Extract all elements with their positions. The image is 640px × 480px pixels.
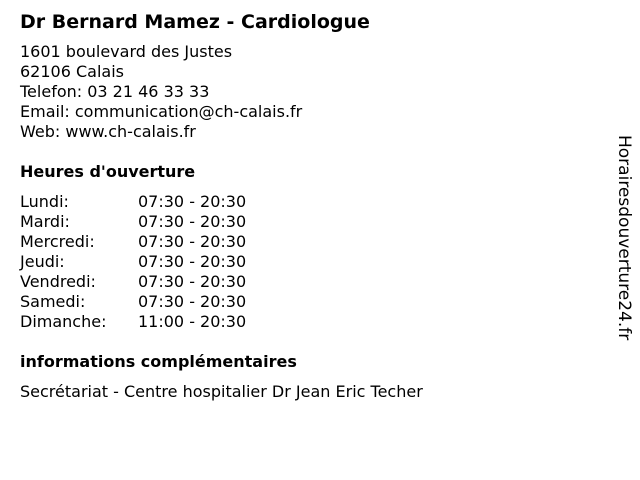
hours-row	[20, 252, 246, 272]
time-range: 07:30 - 20:30	[138, 252, 247, 271]
day-label: Vendredi:	[20, 272, 96, 291]
day-label: Lundi:	[20, 192, 69, 211]
day-label: Mardi:	[20, 212, 70, 231]
day-label: Mercredi:	[20, 232, 95, 251]
site-watermark: Horairesdouverture24.fr	[614, 135, 634, 341]
time-range: 07:30 - 20:30	[138, 192, 247, 211]
day-label: Samedi:	[20, 292, 86, 311]
hours-row	[20, 292, 246, 312]
street-address: 1601 boulevard des Justes	[20, 42, 233, 61]
business-card	[20, 10, 600, 402]
additional-info-heading: informations complémentaires	[20, 352, 297, 371]
hours-row	[20, 312, 246, 332]
time-range: 07:30 - 20:30	[138, 272, 247, 291]
opening-hours-heading: Heures d'ouverture	[20, 162, 196, 181]
additional-info-text: Secrétariat - Centre hospitalier Dr Jean Eric Techer	[20, 382, 423, 401]
hours-row	[20, 212, 246, 232]
day-label: Dimanche:	[20, 312, 107, 331]
opening-hours-table	[20, 192, 246, 332]
time-range: 07:30 - 20:30	[138, 232, 247, 251]
hours-row	[20, 272, 246, 292]
address-block	[20, 42, 600, 142]
time-range: 07:30 - 20:30	[138, 292, 247, 311]
website: Web: www.ch-calais.fr	[20, 122, 196, 141]
phone-number: Telefon: 03 21 46 33 33	[20, 82, 210, 101]
day-label: Jeudi:	[20, 252, 65, 271]
time-range: 07:30 - 20:30	[138, 212, 247, 231]
email-address: Email: communication@ch-calais.fr	[20, 102, 303, 121]
hours-row	[20, 232, 246, 252]
page-title: Dr Bernard Mamez - Cardiologue	[20, 11, 370, 33]
time-range: 11:00 - 20:30	[138, 312, 247, 331]
hours-row	[20, 192, 246, 212]
city-postcode: 62106 Calais	[20, 62, 124, 81]
